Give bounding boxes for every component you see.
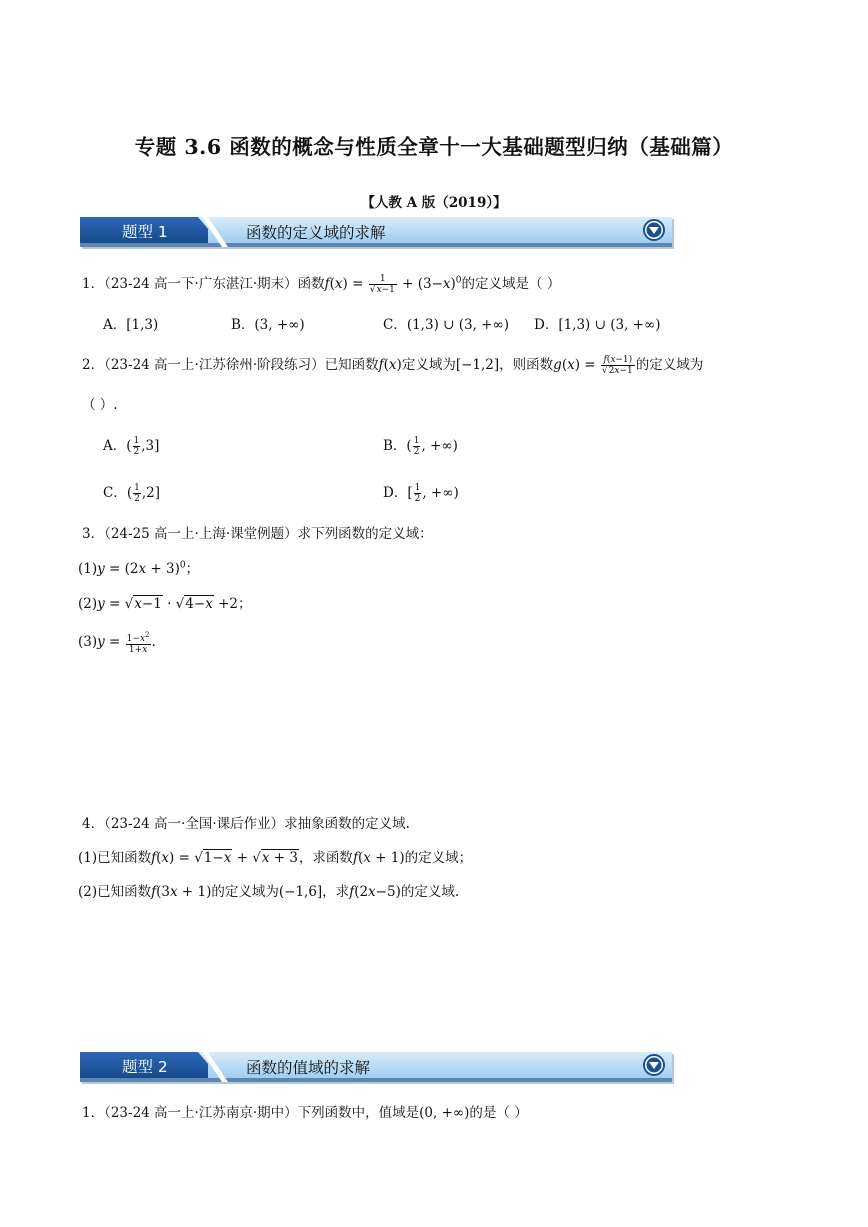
page-subtitle: 【人教 A 版（2019）】 [361,195,507,211]
section-2-question-1: 1．（23-24 高一上·江苏南京·期中）下列函数中，值域是(0, +∞)的是（ ） [82,1105,528,1121]
question-2-cont: （ ）. [82,397,118,413]
option-c: C．(1,3) ∪ (3, +∞) [383,317,509,333]
chevron-down-icon[interactable] [643,219,665,241]
option-d: D．[ $\frac{1}{2}$ , +∞) [383,483,459,504]
question-2: 2．（23-24 高一上·江苏徐州·阶段练习）已知函数f(x)定义域为[−1,2]，则函数g(x) = $\frac{f(x-1)}{√2x-1}$ 的定义域为 [82,355,704,376]
option-d: D．[1,3) ∪ (3, +∞) [534,317,661,333]
section-tab-label: 题型 1 [122,223,168,241]
section-header-2 [80,1052,672,1082]
option-c: C．( $\frac{1}{2}$ ,2] [103,483,161,504]
option-a: A．[1,3) [103,317,159,333]
question-3-part-2: (2)y = √x−1 · √4−x +2； [78,596,252,612]
question-3-part-1: $(1)y = (2x + 3)^0$； [78,560,200,577]
section-title: 函数的定义域的求解 [246,224,386,242]
option-b: B．(3, +∞) [231,317,305,333]
page-title: 专题 3.6 函数的概念与性质全章十一大基础题型归纳（基础篇） [134,135,734,159]
option-b: B．( $\frac{1}{2}$ , +∞) [383,436,458,457]
section-header-1 [80,217,672,247]
question-4: 4．（23-24 高一·全国·课后作业）求抽象函数的定义域. [82,816,410,832]
question-3: 3．（24-25 高一上·上海·课堂例题）求下列函数的定义域： [82,526,433,542]
question-3-part-3: (3)y = $\frac{1-x^2}{1+x}$ . [78,631,156,655]
question-4-part-1: (1)已知函数f(x) = √1−x + √x + 3，求函数f(x + 1)的定义域； [78,850,473,866]
question-4-part-2: (2)已知函数f(3x + 1)的定义域为(−1,6]，求f(2x−5)的定义域. [78,884,460,900]
option-a: A．( $\frac{1}{2}$ ,3] [103,436,160,457]
question-1: 1．（23-24 高一下·广东湛江·期末）函数f(x) = $\frac{1}{√x-1}$ + $(3-x)^0$的定义域是（ ） [82,274,561,295]
section-title: 函数的值域的求解 [246,1059,371,1077]
chevron-down-icon[interactable] [643,1054,665,1076]
section-tab-label: 题型 2 [122,1058,168,1076]
